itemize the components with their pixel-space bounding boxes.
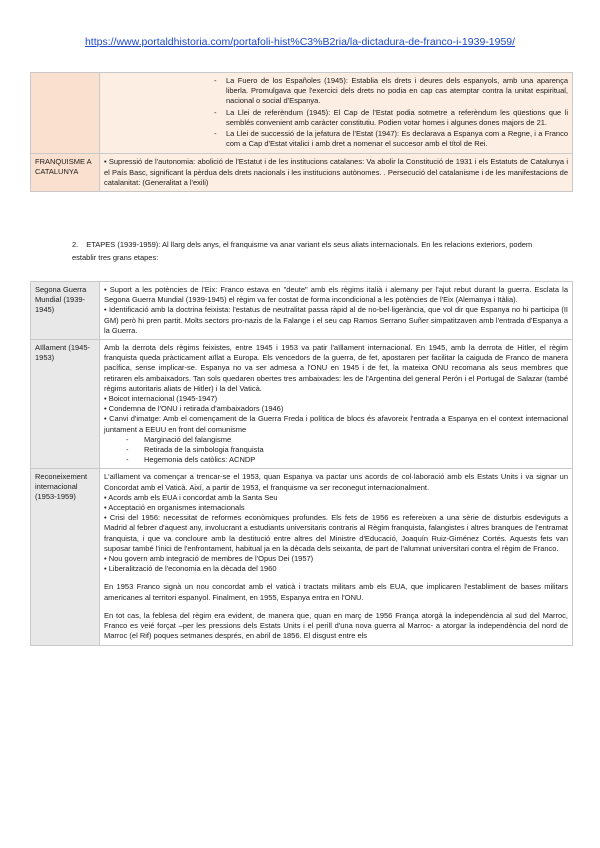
table-row bbox=[31, 340, 573, 469]
table-row bbox=[31, 282, 573, 340]
table-row bbox=[31, 73, 573, 154]
list-item: - La Llei de referèndum (1945): El Cap de l'Estat podia sotmetre a referèndum les qüestions que li semblés convenient amb caràcter constitutiu. Podien votar homes i algunes dones majors de 21. bbox=[214, 108, 568, 128]
catalunya-text: • Supressió de l'autonomia: abolició de l'Estatut i de les institucions catalanes: Va abolir la Constitució de 1931 i els Estatuts de Catalunya i el País Basc, significant la pèrdua dels drets nacionals i les institucions autònomes. . Persecució del catalanisme i de les manifestacions de catalanitat: (Generalitat a l'exili) bbox=[104, 157, 568, 187]
list-item: - Hegemonia dels catòlics: ACNDP bbox=[126, 455, 568, 465]
catalunya-cell bbox=[100, 154, 573, 192]
section-etapes bbox=[72, 238, 552, 264]
bullet-item: • Boicot internacional (1945-1947) bbox=[104, 394, 218, 404]
isolation-cell bbox=[100, 340, 573, 469]
laws-list bbox=[104, 76, 568, 149]
bullet-item: • Crisi del 1956: necessitat de reformes econòmiques profundes. Els fets de 1956 es refereixen a una sèrie de disturbis esdeviguts a Madrid al febrer d'aquest any, involucrant a estudiants universitaris contraris al Règim franquista, falangistes i altres branques de l'entramat franquista, i que va concloure amb la destitució entre altres del Ministre d'Educació, Joaquín Ruiz-Giménez Cortés. Aquests fets van suposar també l'inici de l'enfrontament, habitual ja en la dècada dels seixanta, de part de l'alumnat universitari contra el règim de Franco. bbox=[104, 513, 568, 553]
recognition-para: En tot cas, la feblesa del règim era evident, de manera que, quan en març de 1956 França atorgà la independència al sud del Marroc, Franco es veié forçat –per les pressions dels Estats Units i el perill d'una nova guerra al Marroc- a atorgar la independència del nord de Marroc (el Rif) poques setmanes després, en abril de 1856. El disgust entre els bbox=[104, 610, 568, 641]
bullet-item: • Condemna de l'ONU i retirada d'ambaixadors (1946) bbox=[104, 404, 284, 414]
bullet-item: • Identificació amb la doctrina feixista: l'estatus de neutralitat passa ràpid al de no-bel·ligerància, que vol dir que Espanya no hi participa (II GM) però hi pren partit. Molts sectors pro-nazis de la Falange i el seu cap Ramos Serrano Suñer simpatitzaven amb l'entrada d'Espanya a la Guerra. bbox=[104, 305, 568, 335]
recognition-para: En 1953 Franco signà un nou concordat amb el vaticà i tractats militars amb els EUA, que implicaren l'establiment de bases militars americanes al territori espanyol. Finalment, en 1955, Espanya entra en l'ONU. bbox=[104, 582, 568, 602]
row-label-empty bbox=[31, 73, 100, 154]
bullet-item: • Acords amb els EUA i concordat amb la Santa Seu bbox=[104, 492, 278, 502]
source-url[interactable]: https://www.portaldhistoria.com/portafoli-hist%C3%B2ria/la-dictadura-de-franco-i-1939-1959/ bbox=[84, 36, 516, 48]
section-number: 2. bbox=[72, 240, 79, 249]
row-label: FRANQUISME A CATALUNYA bbox=[31, 154, 100, 192]
bullet-item: • Acceptació en organismes internacionals bbox=[104, 503, 245, 513]
table-row bbox=[31, 154, 573, 192]
list-item: - La Llei de successió de la jefatura de l'Estat (1947): Es declarava a Espanya com a Regne, i a Franco com a Cap d'Estat vitalici i amb dret a nomenar el succesor amb el títol de Rei. bbox=[214, 129, 568, 149]
list-item: - Retirada de la simbologia franquista bbox=[126, 445, 568, 455]
table-row bbox=[31, 469, 573, 645]
bullet-item: • Liberalització de l'economia en la dècada del 1960 bbox=[104, 564, 277, 574]
list-item: - Marginació del falangisme bbox=[126, 435, 568, 445]
recognition-cell bbox=[100, 469, 573, 645]
row-label: Reconeixement internacional (1953-1959) bbox=[31, 469, 100, 645]
bullet-item: • Nou govern amb integració de membres de l'Opus Dei (1957) bbox=[104, 554, 314, 564]
laws-cell bbox=[100, 73, 573, 154]
spacer bbox=[104, 603, 568, 611]
isolation-intro: Amb la derrota dels règims feixistes, entre 1945 i 1953 va patir l'aïllament internacional. En 1945, amb la derrota de Hitler, el règim franquista queda pràcticament aïllat a Europa. Els vencedors de la guerra, de fet, apostaren per facilitar la caiguda de Franco de manera pacífica, sense implicar-se. Espanya no va ser admesa a l'ONU en 1945 i de fet, la mateixa ONU recomana als seus membres que retiraren els ambaixadors. Tan sols quedaren obertes tres ambaixades: les de l'Argentina del general Perón i el Portugal de Salazar (també règims autoritaris aliats de Hitler) i la del Vaticà. bbox=[104, 343, 568, 393]
spacer bbox=[104, 574, 568, 582]
section-text: ETAPES (1939-1959): Al llarg dels anys, el franquisme va anar variant els seus aliats internacionals. En les relacions exteriors, podem establir tres grans etapes: bbox=[72, 240, 533, 262]
image-change-list bbox=[104, 435, 568, 466]
bullet-item: • Suport a les potències de l'Eix: Franco estava en "deute" amb els règims italià i alemany per l'ajut rebut durant la guerra. Esclata la Segona Guerra Mundial (1939-1945) el règim va fer costat de forma incondicional a les potències de l'Eix (Alemanya i Itàlia). bbox=[104, 285, 568, 305]
row-label: Aïllament (1945-1953) bbox=[31, 340, 100, 469]
ww2-cell bbox=[100, 282, 573, 340]
bullet-item: • Canvi d'imatge: Amb el començament de la Guerra Freda i política de blocs és afavoreix l'entrada a Espanya en el context internacional juntament a EEUU en front del comunisme bbox=[104, 414, 568, 434]
row-label: Segona Guerra Mundial (1939-1945) bbox=[31, 282, 100, 340]
table-franquisme-laws bbox=[30, 72, 573, 192]
list-item: - La Fuero de los Españoles (1945): Establia els drets i deures dels espanyols, amb una aparença liberla. Promulgava que l'exercici dels drets no podia en cap cas atemptar contra la unitat espiritual, nacional o social d'Espanya. bbox=[214, 76, 568, 107]
table-etapes bbox=[30, 281, 573, 646]
recognition-intro: L'aïllament va començar a trencar-se el 1953, quan Espanya va pactar uns acords de col·laboració amb els Estats Units i va signar un Concordat amb el Vaticà. Així, a partir de 1953, el franquisme va ser reconegut internacionalment. bbox=[104, 472, 568, 492]
